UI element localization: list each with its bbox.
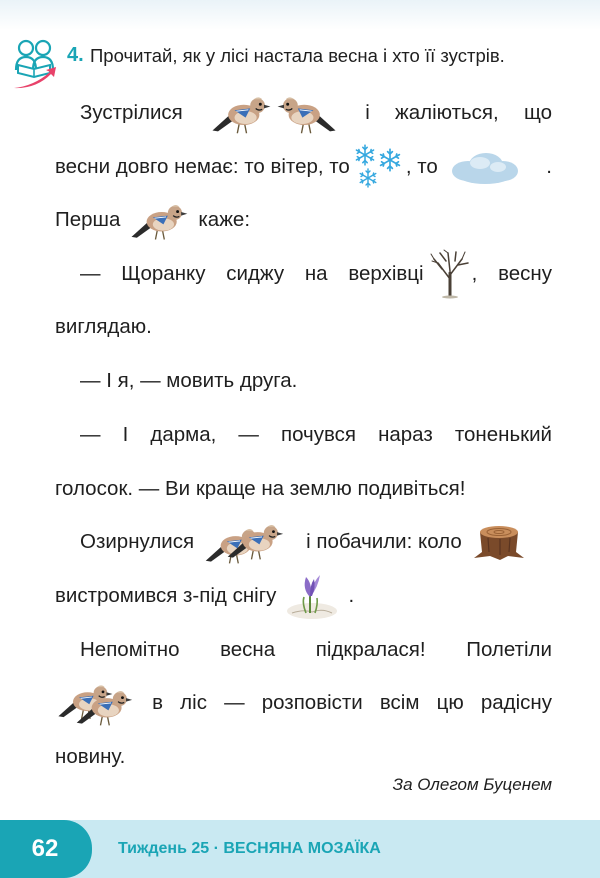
word: Озирнулися bbox=[80, 530, 195, 553]
word: Перша bbox=[55, 208, 121, 231]
story-line-3 bbox=[55, 200, 552, 240]
word: , bbox=[471, 262, 478, 285]
task-number: 4. bbox=[67, 44, 84, 66]
word: Полетіли bbox=[466, 638, 552, 661]
word: весну bbox=[498, 262, 552, 285]
story-line-11 bbox=[55, 630, 552, 670]
word: , то bbox=[405, 155, 438, 178]
word: Щоранку bbox=[121, 262, 206, 285]
word: весна bbox=[220, 638, 276, 661]
story-line-4 bbox=[55, 254, 552, 294]
word: виглядаю. bbox=[55, 315, 152, 338]
bare-tree-icon bbox=[428, 249, 472, 299]
story-line-12 bbox=[55, 683, 552, 723]
week-label: Тиждень 25 · ВЕСНЯНА МОЗАЇКА bbox=[118, 840, 381, 857]
cloud-icon bbox=[446, 147, 522, 187]
word: Непомітно bbox=[80, 638, 180, 661]
jay-bird-icon bbox=[208, 90, 340, 136]
word: почувся bbox=[280, 423, 356, 446]
story-line-8 bbox=[55, 469, 552, 509]
word: . bbox=[546, 155, 552, 178]
word: ліс bbox=[180, 691, 207, 714]
story-line-7 bbox=[55, 415, 552, 455]
word: Зустрілися bbox=[80, 101, 183, 124]
story-line-10 bbox=[55, 576, 552, 616]
word: і bbox=[365, 101, 370, 124]
word: всім bbox=[379, 691, 420, 714]
word: тоненький bbox=[454, 423, 552, 446]
word: каже: bbox=[198, 208, 251, 231]
kids-reading-icon bbox=[12, 38, 60, 92]
word: підкралася! bbox=[315, 638, 426, 661]
word: — bbox=[224, 691, 245, 714]
story-line-1 bbox=[55, 93, 552, 133]
two-jays-picture bbox=[208, 90, 340, 136]
story-line-13 bbox=[55, 737, 552, 777]
word: — bbox=[80, 262, 101, 285]
word: І bbox=[122, 423, 129, 446]
story-source: За Олегом Буценем bbox=[392, 775, 552, 794]
page-number: 62 bbox=[31, 835, 59, 862]
word: — bbox=[80, 423, 101, 446]
snowflake-icon bbox=[352, 144, 404, 190]
word: і побачили: коло bbox=[306, 530, 462, 553]
story-line-9 bbox=[55, 522, 552, 562]
word: весни довго немає: то вітер, то bbox=[55, 155, 350, 178]
word: — bbox=[238, 423, 259, 446]
top-band bbox=[0, 0, 600, 30]
word: радісну bbox=[480, 691, 552, 714]
jay-bird-icon bbox=[128, 197, 190, 243]
word: в bbox=[152, 691, 164, 714]
story-line-5 bbox=[55, 307, 552, 347]
word: розповісти bbox=[261, 691, 363, 714]
word: цю bbox=[436, 691, 464, 714]
jay-bird-icon bbox=[202, 518, 288, 566]
story-line-2 bbox=[55, 147, 552, 187]
tree-stump-icon bbox=[470, 522, 528, 562]
word: жаліються, bbox=[395, 101, 499, 124]
crocus-flower-icon bbox=[284, 571, 340, 621]
word: сиджу bbox=[226, 262, 285, 285]
word: дарма, bbox=[150, 423, 217, 446]
word: нараз bbox=[378, 423, 433, 446]
word: новину. bbox=[55, 745, 126, 768]
jay-bird-icon bbox=[55, 678, 135, 728]
task-header bbox=[12, 38, 592, 92]
word: верхівці bbox=[348, 262, 424, 285]
word: — І я, — мовить друга. bbox=[80, 369, 298, 392]
word: голосок. — Ви краще на землю подивіться! bbox=[55, 477, 466, 500]
word: вистромився з-під снігу bbox=[55, 584, 277, 607]
page-footer bbox=[0, 820, 600, 878]
page-number-tab bbox=[0, 820, 92, 878]
word: . bbox=[348, 584, 355, 607]
word: що bbox=[523, 101, 552, 124]
story-line-6 bbox=[55, 361, 552, 401]
task-instruction: Прочитай, як у лісі настала весна і хто її зустрів. bbox=[90, 45, 505, 66]
word: на bbox=[304, 262, 328, 285]
